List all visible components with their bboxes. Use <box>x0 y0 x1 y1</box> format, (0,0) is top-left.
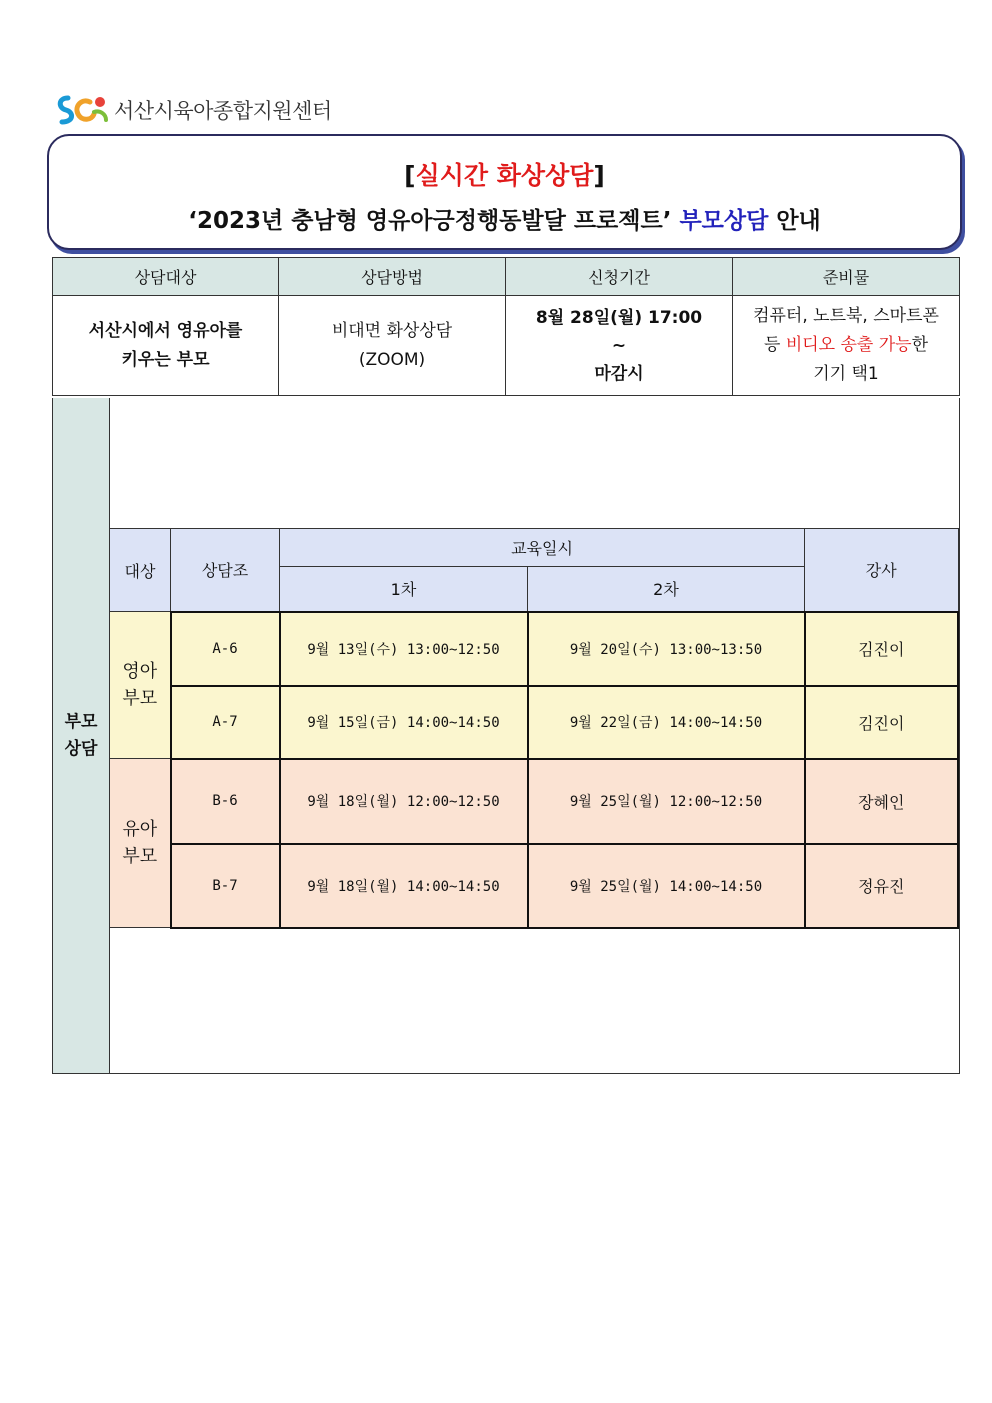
instructor-cell: 김진이 <box>805 686 959 759</box>
instructor-cell: 장혜인 <box>805 759 959 844</box>
first-date-cell: 9월 15일(금) 14:00~14:50 <box>280 686 528 759</box>
infant-parents-cell: 영아 부모 <box>110 612 171 759</box>
second-date-cell: 9월 25일(월) 14:00~14:50 <box>528 844 805 928</box>
col-target: 대상 <box>110 529 171 612</box>
schedule-table <box>109 528 959 929</box>
toddler-parents-cell: 유아 부모 <box>110 759 171 928</box>
title-line1: [실시간 화상상담] <box>404 161 605 190</box>
col-first: 1차 <box>280 567 528 612</box>
second-date-cell: 9월 25일(월) 12:00~12:50 <box>528 759 805 844</box>
target-cell: 서산시에서 영유아를 키우는 부모 <box>53 296 279 396</box>
instructor-cell: 정유진 <box>805 844 959 928</box>
org-name: 서산시육아종합지원센터 <box>114 99 332 123</box>
instructor-cell: 김진이 <box>805 612 959 686</box>
org-logo <box>54 92 332 128</box>
col-instructor: 강사 <box>805 529 959 612</box>
title-line2: ‘2023년 충남형 영유아긍정행동발달 프로젝트’ 부모상담 안내 <box>188 208 821 234</box>
header-method: 상담방법 <box>279 258 506 296</box>
second-date-cell: 9월 20일(수) 13:00~13:50 <box>528 612 805 686</box>
method-cell: 비대면 화상상담 (ZOOM) <box>279 296 506 396</box>
table-row <box>110 844 959 928</box>
group-cell: A-6 <box>171 612 280 686</box>
col-group: 상담조 <box>171 529 280 612</box>
table-row <box>110 612 959 686</box>
header-supplies: 준비물 <box>733 258 960 296</box>
table-row <box>110 759 959 844</box>
first-date-cell: 9월 18일(월) 12:00~12:50 <box>280 759 528 844</box>
title-box <box>47 134 962 250</box>
period-cell: 8월 28일(월) 17:00 ~ 마감시 <box>506 296 733 396</box>
table-row <box>110 686 959 759</box>
supplies-cell: 컴퓨터, 노트북, 스마트폰 등 비디오 송출 가능한 기기 택1 <box>733 296 960 396</box>
col-dates: 교육일시 <box>280 529 805 567</box>
second-date-cell: 9월 22일(금) 14:00~14:50 <box>528 686 805 759</box>
group-cell: B-6 <box>171 759 280 844</box>
col-second: 2차 <box>528 567 805 612</box>
header-period: 신청기간 <box>506 258 733 296</box>
group-cell: A-7 <box>171 686 280 759</box>
group-cell: B-7 <box>171 844 280 928</box>
header-target: 상담대상 <box>53 258 279 296</box>
first-date-cell: 9월 18일(월) 14:00~14:50 <box>280 844 528 928</box>
info-table <box>52 257 960 396</box>
first-date-cell: 9월 13일(수) 13:00~12:50 <box>280 612 528 686</box>
logo-mark-icon <box>54 92 112 128</box>
side-label: 부모 상담 <box>53 398 110 1073</box>
